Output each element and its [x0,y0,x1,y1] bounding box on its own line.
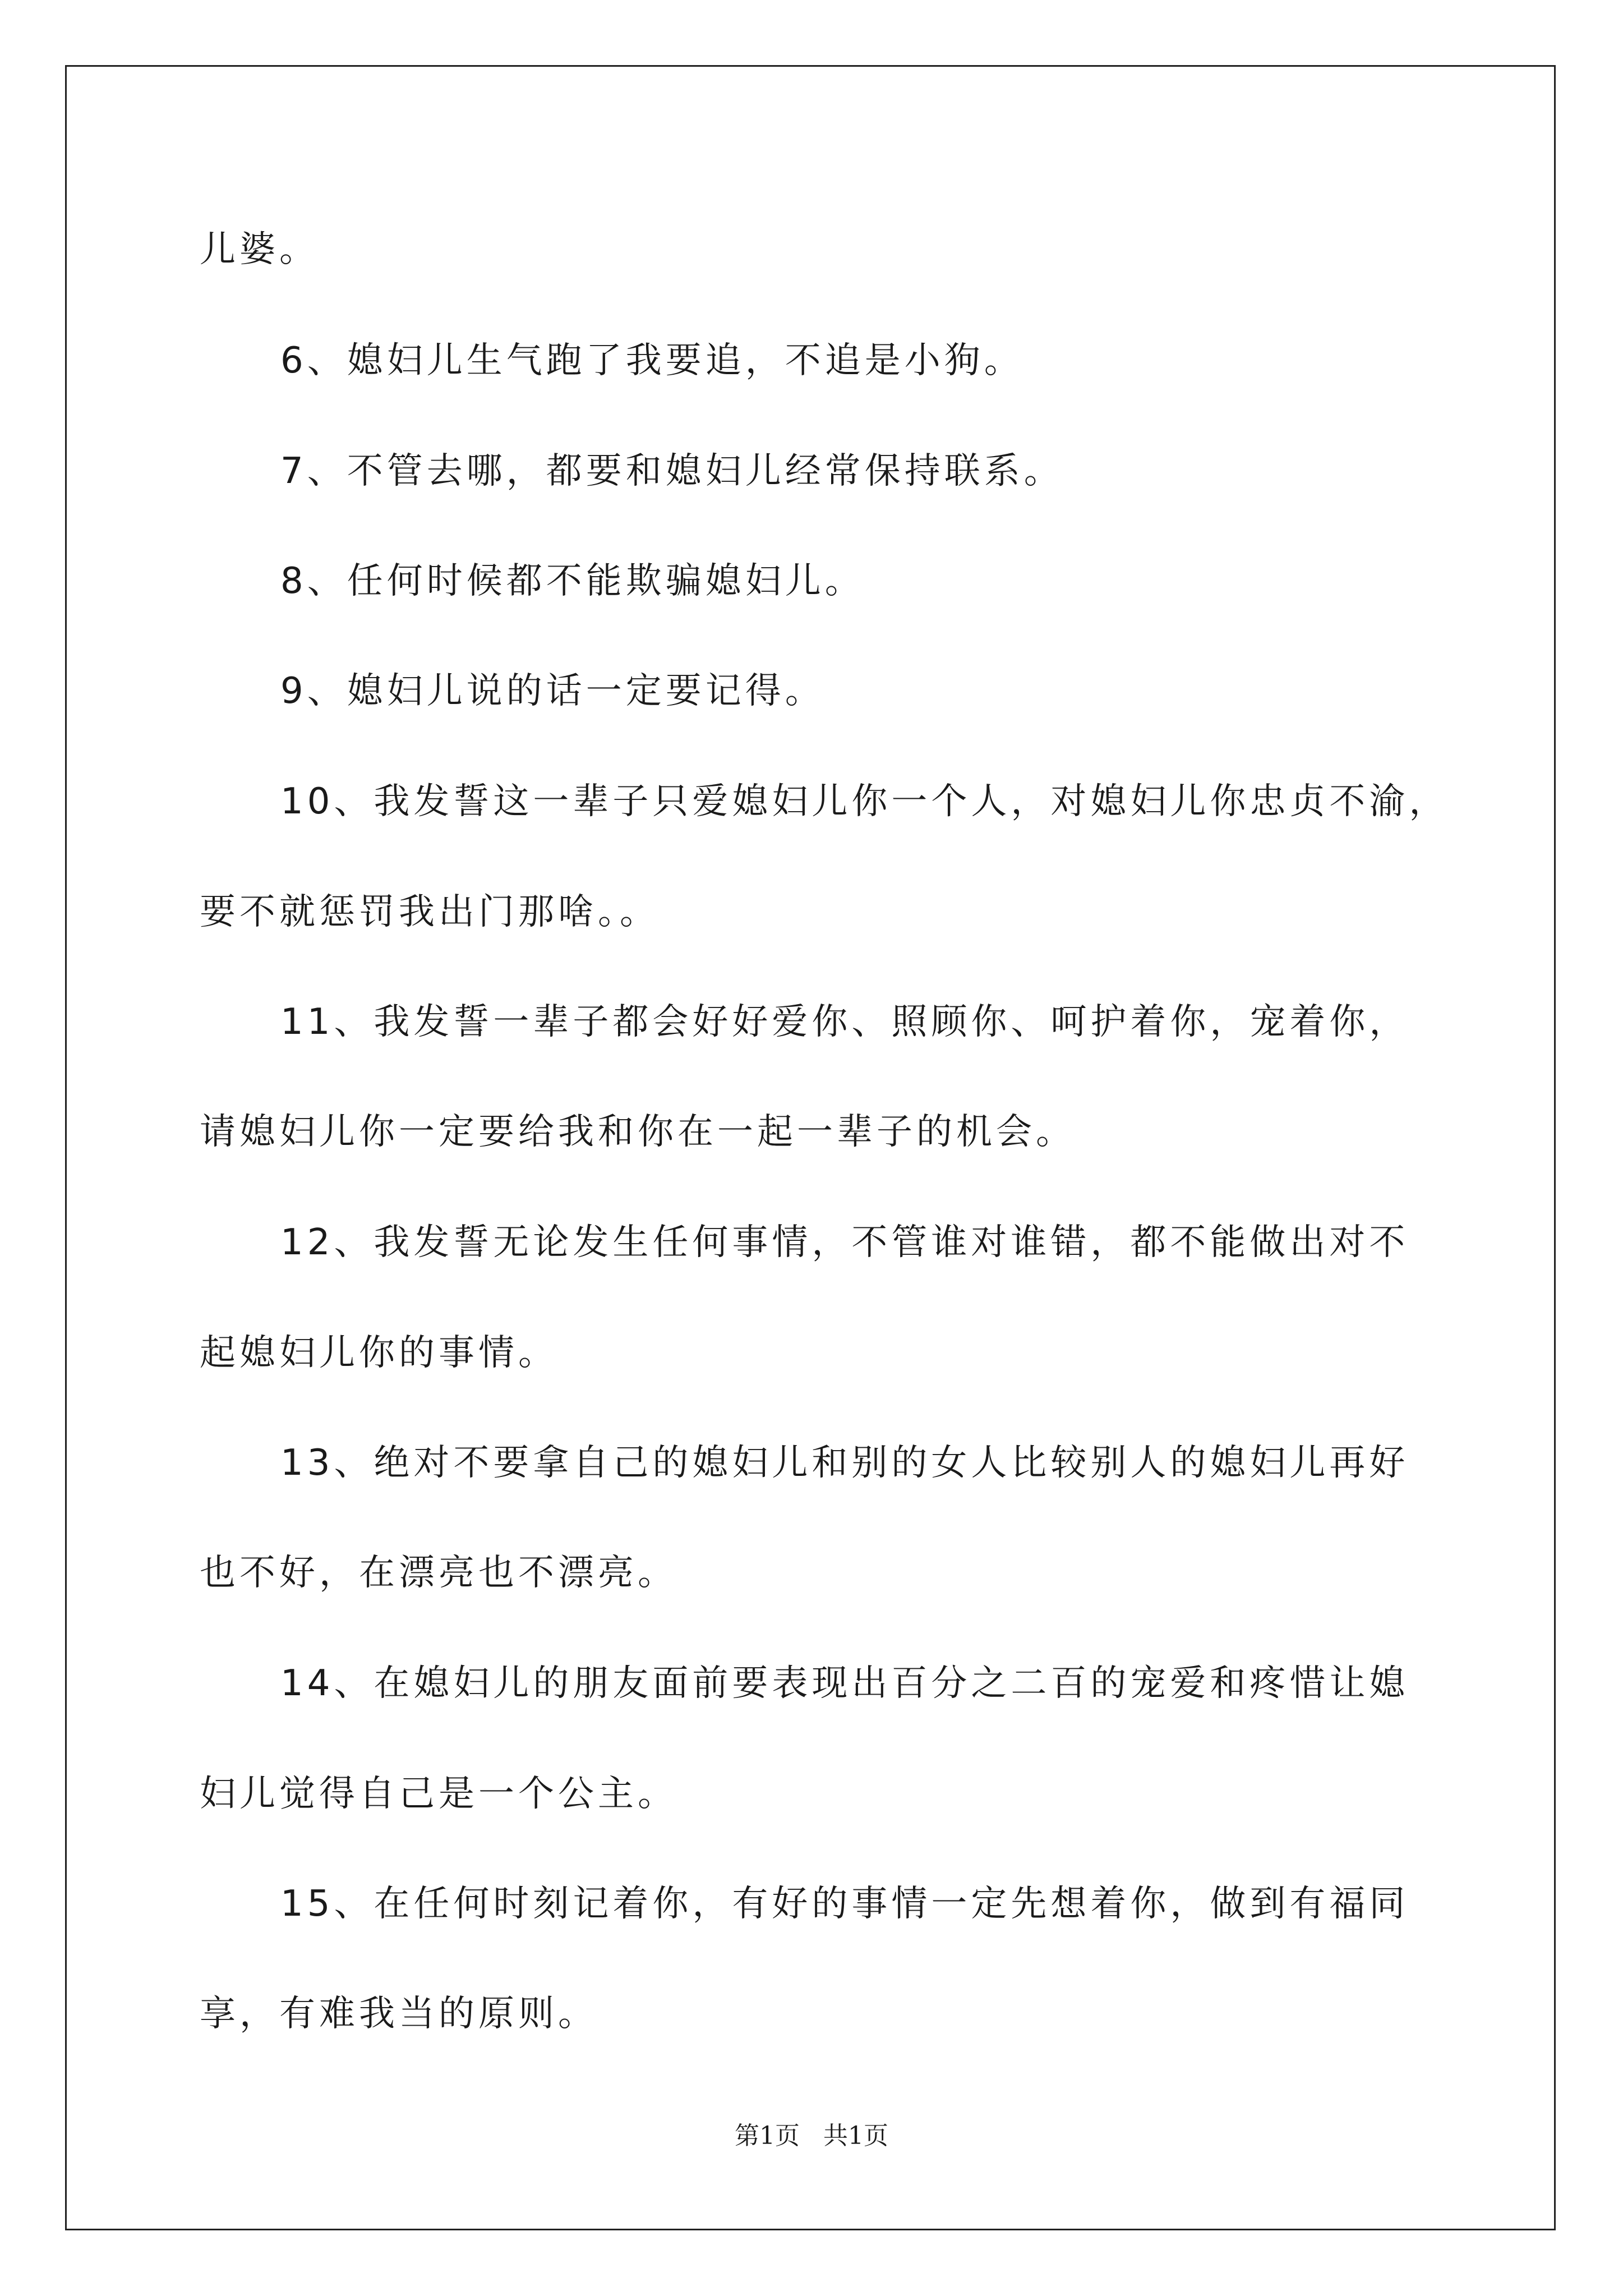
text-line: 11、我发誓一辈子都会好好爱你、照顾你、呵护着你，宠着你， [280,1001,1409,1043]
page-footer: 第1页 共1页 [735,2122,888,2150]
text-line: 12、我发誓无论发生任何事情，不管谁对谁错，都不能做出对不 [280,1222,1409,1263]
text-line: 妇儿觉得自己是一个公主。 [200,1773,677,1815]
text-line: 享，有难我当的原则。 [200,1993,598,2035]
text-line: 8、任何时候都不能欺骗媳妇儿。 [280,560,865,602]
text-line: 6、媳妇儿生气跑了我要追，不追是小狗。 [280,340,1024,381]
text-line: 9、媳妇儿说的话一定要记得。 [280,670,825,712]
text-line: 7、不管去哪，都要和媳妇儿经常保持联系。 [280,450,1064,492]
text-line: 儿婆。 [200,229,319,270]
text-line: 也不好，在漂亮也不漂亮。 [200,1552,677,1594]
text-line: 起媳妇儿你的事情。 [200,1332,558,1374]
text-line: 15、在任何时刻记着你，有好的事情一定先想着你，做到有福同 [280,1883,1409,1925]
text-line: 要不就惩罚我出门那啥。。 [200,891,660,933]
text-line: 10、我发誓这一辈子只爱媳妇儿你一个人，对媳妇儿你忠贞不渝， [280,781,1449,822]
text-line: 请媳妇儿你一定要给我和你在一起一辈子的机会。 [200,1111,1076,1153]
text-line: 13、绝对不要拿自己的媳妇儿和别的女人比较别人的媳妇儿再好 [280,1442,1409,1484]
text-line: 14、在媳妇儿的朋友面前要表现出百分之二百的宠爱和疼惜让媳 [280,1663,1409,1704]
